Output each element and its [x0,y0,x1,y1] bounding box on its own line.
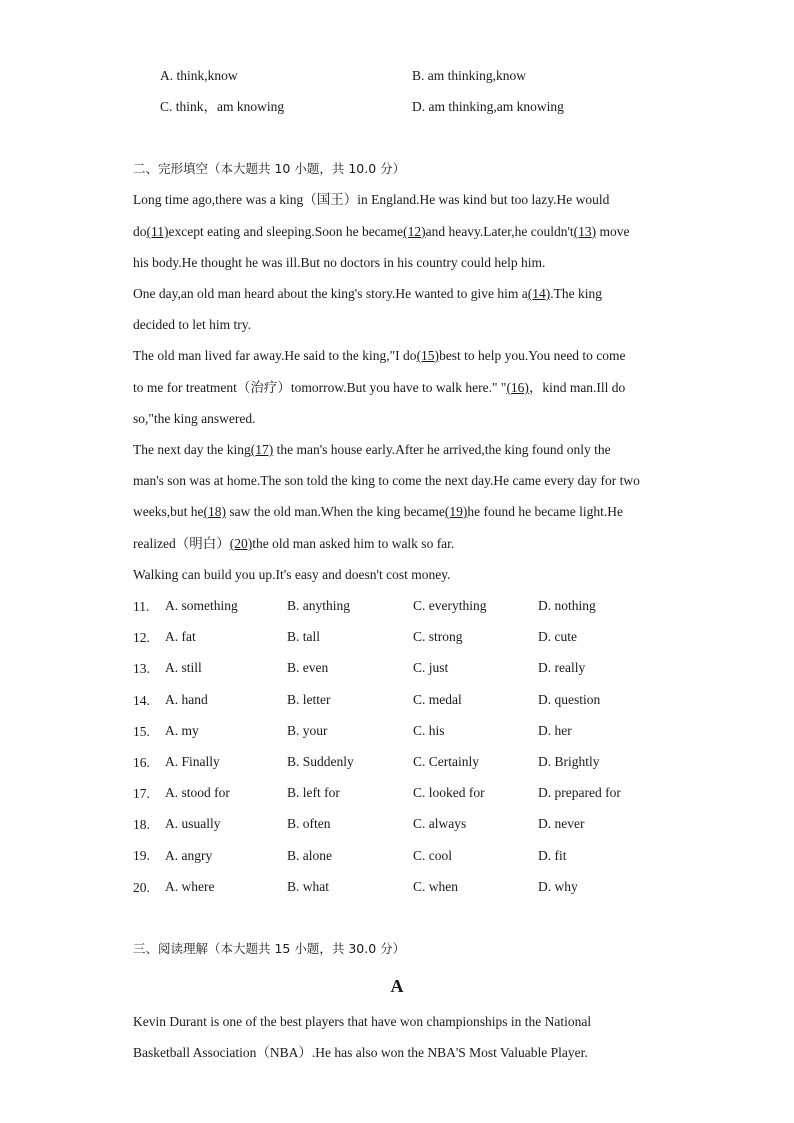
option-c[interactable]: C. looked for [413,785,485,800]
option-a[interactable]: A. where [165,879,215,894]
question-number: 20. [133,880,150,895]
blank-17: (17) [250,442,274,457]
text: .The king [550,286,602,301]
passage-line [133,503,623,521]
option-d[interactable]: D. really [538,660,586,675]
option-b[interactable]: B. anything [287,598,350,613]
text: ，kind man.Ill do [528,380,626,395]
option-a[interactable]: A. Finally [165,754,220,769]
text: the man's house early.After he arrived,the king found only the [273,442,611,457]
option-c[interactable]: C. when [413,879,458,894]
option-c[interactable]: C. everything [413,598,487,613]
option-b[interactable]: B. your [287,723,328,738]
option-b[interactable]: B. even [287,660,329,675]
blank-15: (15) [416,348,440,363]
q10-option-c: C. think，am knowing [160,99,285,114]
option-c[interactable]: C. strong [413,629,463,644]
option-d[interactable]: D. prepared for [538,785,621,800]
question-number: 13. [133,661,150,676]
passage-line [133,347,626,365]
option-a[interactable]: A. my [165,723,199,738]
text: best to help you.You need to come [439,348,626,363]
blank-18: (18) [203,504,226,519]
blank-14: (14) [527,286,551,301]
option-d[interactable]: D. never [538,816,585,831]
option-c[interactable]: C. always [413,816,467,831]
option-b[interactable]: B. tall [287,629,320,644]
passage-line [133,535,454,553]
option-d[interactable]: D. nothing [538,598,596,613]
passage-part-label: A [390,976,404,996]
text: One day,an old man heard about the king's story.He wanted to give him a [133,286,528,301]
option-a[interactable]: A. stood for [165,785,230,800]
option-d[interactable]: D. Brightly [538,754,600,769]
option-b[interactable]: B. often [287,816,331,831]
option-d[interactable]: D. question [538,692,601,707]
passage-line [133,223,630,241]
option-a[interactable]: A. hand [165,692,208,707]
question-number: 11. [133,599,150,614]
option-b[interactable]: B. alone [287,848,332,863]
question-number: 16. [133,755,150,770]
q10-option-b: B. am thinking,know [412,68,526,83]
passage-line [133,285,602,303]
passage-line: Walking can build you up.It's easy and doesn't cost money. [133,567,451,582]
option-c[interactable]: C. Certainly [413,754,479,769]
passage-line [133,441,611,459]
question-number: 19. [133,848,150,863]
option-d[interactable]: D. her [538,723,572,738]
passage-line: so,"the king answered. [133,411,256,426]
passage-line: his body.He thought he was ill.But no doctors in his country could help him. [133,255,546,270]
q10-option-a: A. think,know [160,68,238,83]
section-3-heading: 三、阅读理解（本大题共 15 小题，共 30.0 分） [133,941,406,956]
option-d[interactable]: D. cute [538,629,577,644]
passage-line: Kevin Durant is one of the best players that have won championships in the National [133,1014,592,1029]
option-a[interactable]: A. angry [165,848,213,863]
blank-19: (19) [444,504,468,519]
text: realized（明白） [133,536,230,551]
question-number: 15. [133,724,150,739]
option-d[interactable]: D. why [538,879,578,894]
blank-13: (13) [573,224,597,239]
blank-20: (20) [229,536,253,551]
text: The old man lived far away.He said to the king,"I do [133,348,417,363]
question-number: 12. [133,630,150,645]
question-number: 14. [133,693,150,708]
option-a[interactable]: A. something [165,598,238,613]
text: except eating and sleeping.Soon he became [168,224,404,239]
text: saw the old man.When the king became [225,504,445,519]
text: he found he became light.He [467,504,623,519]
q10-option-d: D. am thinking,am knowing [412,99,564,114]
question-number: 18. [133,817,150,832]
option-c[interactable]: C. cool [413,848,452,863]
passage-line: Basketball Association（NBA）.He has also won the NBA'S Most Valuable Player. [133,1045,588,1060]
option-c[interactable]: C. his [413,723,445,738]
passage-line: man's son was at home.The son told the king to come the next day.He came every day for two [133,473,640,488]
option-c[interactable]: C. medal [413,692,462,707]
option-b[interactable]: B. what [287,879,329,894]
blank-12: (12) [403,224,426,239]
text: weeks,but he [133,504,204,519]
option-b[interactable]: B. Suddenly [287,754,354,769]
option-d[interactable]: D. fit [538,848,567,863]
text: and heavy.Later,he couldn't [425,224,574,239]
blank-11: (11) [146,224,169,239]
text: The next day the king [133,442,251,457]
passage-line: Long time ago,there was a king（国王）in England.He was kind but too lazy.He would [133,192,610,207]
option-a[interactable]: A. usually [165,816,221,831]
option-b[interactable]: B. left for [287,785,340,800]
section-2-heading: 二、完形填空（本大题共 10 小题，共 10.0 分） [133,161,406,176]
text: to me for treatment（治疗）tomorrow.But you have to walk here." " [133,380,507,395]
text: the old man asked him to walk so far. [252,536,455,551]
option-a[interactable]: A. still [165,660,202,675]
text: move [596,224,630,239]
passage-line [133,379,625,397]
text: do [133,224,147,239]
blank-16: (16) [506,380,529,395]
passage-line: decided to let him try. [133,317,251,332]
option-a[interactable]: A. fat [165,629,196,644]
option-b[interactable]: B. letter [287,692,331,707]
question-number: 17. [133,786,150,801]
option-c[interactable]: C. just [413,660,449,675]
